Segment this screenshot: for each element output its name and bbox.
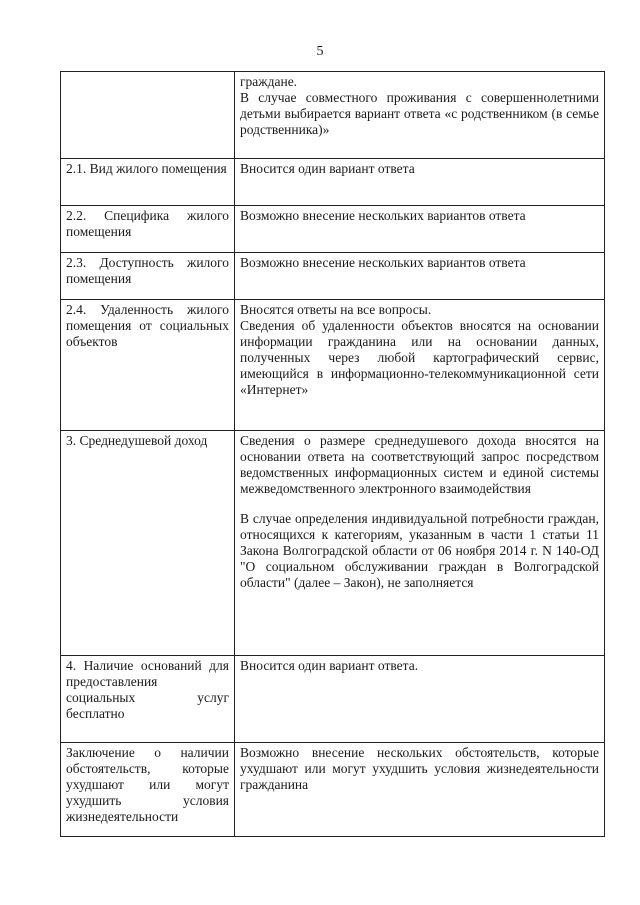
row-content-cell <box>235 300 605 431</box>
row-label-cell: 3. Среднедушевой доход <box>61 431 235 656</box>
row-content-cell <box>235 431 605 656</box>
content-paragraph: Возможно внесение нескольких обстоятельств, которые ухудшают или могут ухудшить условия жизнедеятельности гражданина <box>240 745 599 792</box>
content-paragraph: Вносятся ответы на все вопросы. <box>240 302 432 317</box>
row-content-cell <box>235 72 605 159</box>
table-row <box>61 159 605 206</box>
row-label-cell: 2.2. Специфика жилого помещения <box>61 206 235 253</box>
content-paragraph: Вносится один вариант ответа <box>240 161 415 176</box>
content-paragraph: В случае совместного проживания с совершеннолетними детьми выбирается вариант ответа «с родственником (в семье родственника)» <box>240 90 599 137</box>
content-paragraph: Возможно внесение нескольких вариантов ответа <box>240 208 526 223</box>
row-content-cell <box>235 656 605 743</box>
row-content-cell <box>235 159 605 206</box>
table-row <box>61 72 605 159</box>
instructions-table <box>60 71 605 837</box>
table-row <box>61 206 605 253</box>
content-paragraph: Возможно внесение нескольких вариантов ответа <box>240 255 526 270</box>
page-number: 5 <box>316 44 324 59</box>
row-content-cell <box>235 206 605 253</box>
row-content-cell <box>235 743 605 837</box>
row-label-cell: 2.4. Удаленность жилого помещения от социальных объектов <box>61 300 235 431</box>
content-paragraph: Вносится один вариант ответа. <box>240 658 419 673</box>
row-label-cell: Заключение о наличии обстоятельств, которые ухудшают или могут ухудшить условия жизнедеятельности <box>61 743 235 837</box>
row-content-cell <box>235 253 605 300</box>
row-label-cell <box>61 72 235 159</box>
content-paragraph: граждане. <box>240 74 298 89</box>
row-label-cell: 4. Наличие оснований для предоставления социальных услуг бесплатно <box>61 656 235 743</box>
row-label-cell: 2.3. Доступность жилого помещения <box>61 253 235 300</box>
table-row <box>61 300 605 431</box>
content-paragraph: В случае определения индивидуальной потребности граждан, относящихся к категориям, указанным в части 1 статьи 11 Закона Волгоградской области от 06 ноября 2014 г. N 140-ОД "О социальном обслуживании граждан в Волгоградской области" (далее – Закон), не заполняется <box>240 511 599 590</box>
table-row <box>61 253 605 300</box>
table-row <box>61 743 605 837</box>
row-label-cell: 2.1. Вид жилого помещения <box>61 159 235 206</box>
table-row <box>61 656 605 743</box>
content-paragraph: Сведения о размере среднедушевого дохода вносятся на основании ответа на соответствующий запрос посредством ведомственных информационных систем и единой системы межведомственного электронного взаимодействия <box>240 433 599 496</box>
content-paragraph: Сведения об удаленности объектов вносятся на основании информации гражданина или на основании данных, полученных через любой картографический сервис, имеющийся в информационно-телекоммуникационной сети «Интернет» <box>240 318 599 397</box>
table-row <box>61 431 605 656</box>
